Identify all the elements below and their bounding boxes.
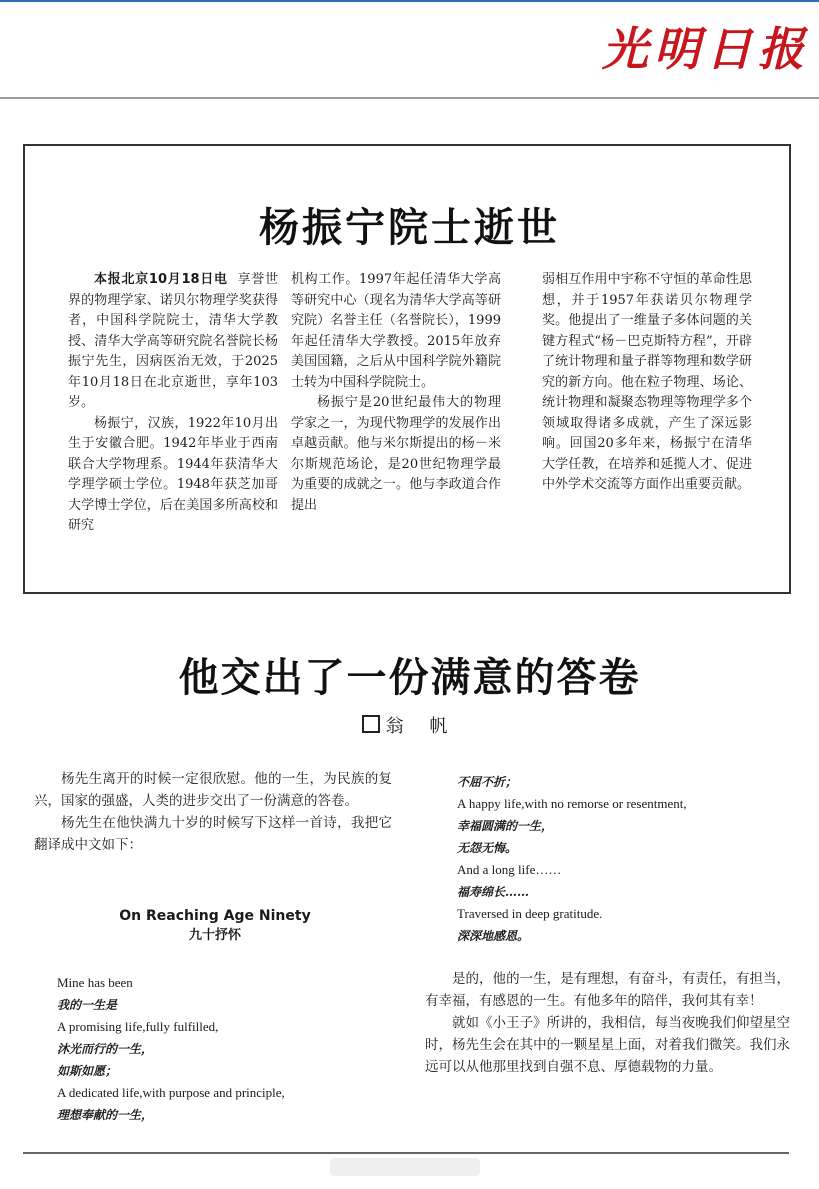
masthead-divider <box>0 97 819 99</box>
essay-right-text <box>425 968 790 1078</box>
poem-left <box>57 972 285 1126</box>
essay-paragraph: 杨先生在他快满九十岁的时候写下这样一首诗，我把它翻译成中文如下： <box>34 815 392 853</box>
obituary-column-1 <box>68 270 278 537</box>
poem-title-chinese: 九十抒怀 <box>188 928 241 943</box>
poem-line: 理想奉献的一生， <box>57 1108 154 1122</box>
poem-line: A dedicated life,with purpose and principle, <box>57 1085 285 1100</box>
poem-line: Traversed in deep gratitude. <box>457 906 603 921</box>
newspaper-masthead: 光明日报 <box>602 22 810 76</box>
obituary-headline: 杨振宁院士逝世 <box>259 205 560 251</box>
poem-line: A promising life,fully fulfilled, <box>57 1019 219 1034</box>
poem-line: Mine has been <box>57 975 133 990</box>
essay-headline: 他交出了一份满意的答卷 <box>178 655 641 701</box>
poem-line: And a long life…… <box>457 862 562 877</box>
author-name: 翁 帆 <box>385 716 458 737</box>
obituary-column-2 <box>291 270 501 516</box>
dateline: 本报北京10月18日电 <box>94 272 228 287</box>
poem-line: A happy life,with no remorse or resentment, <box>457 796 687 811</box>
poem-title <box>70 906 360 946</box>
poem-title-english: On Reaching Age Ninety <box>119 908 311 924</box>
essay-paragraph: 是的，他的一生，是有理想，有奋斗，有责任，有担当，有幸福，有感恩的一生。有他多年的陪伴，我何其有幸！ <box>425 971 790 1009</box>
obituary-column-3 <box>542 270 752 496</box>
obituary-paragraph: 杨振宁，汉族，1922年10月出生于安徽合肥。1942年毕业于西南联合大学物理系。1944年获清华大学理学硕士学位。1948年获芝加哥大学博士学位，后在美国多所高校和研究 <box>68 415 278 533</box>
top-accent-line <box>0 0 819 2</box>
essay-paragraph: 就如《小王子》所讲的，我相信，每当夜晚我们仰望星空时，杨先生会在其中的一颗星星上面，对着我们微笑。我们永远可以从他那里找到自强不息、厚德载物的力量。 <box>425 1015 790 1075</box>
obituary-paragraph: 弱相互作用中宇称不守恒的革命性思想，并于1957年获诺贝尔物理学奖。他提出了一维量子多体问题的关键方程式“杨－巴克斯特方程”，开辟了统计物理和量子群等物理和数学研究的新方向。他在粒子物理、场论、统计物理和凝聚态物理等物理学多个领域取得诸多成就，产生了深远影响。回国20多年来，杨振宁在清华大学任教，在培养和延揽人才、促进中外学术交流等方面作出重要贡献。 <box>542 272 752 492</box>
essay-byline <box>0 712 819 738</box>
essay-paragraph: 杨先生离开的时候一定很欣慰。他的一生，为民族的复兴，国家的强盛，人类的进步交出了一份满意的答卷。 <box>34 771 392 809</box>
bottom-divider <box>23 1152 789 1154</box>
poem-line: 深深地感恩。 <box>457 929 530 943</box>
watermark-bar <box>330 1158 480 1176</box>
obituary-paragraph: 享誉世界的物理学家、诺贝尔物理学奖获得者，中国科学院院士，清华大学教授、清华大学高等研究院名誉院长杨振宁先生，因病医治无效，于2025年10月18日在北京逝世，享年103岁。 <box>68 272 278 410</box>
obituary-paragraph: 杨振宁是20世纪最伟大的物理学家之一，为现代物理学的发展作出卓越贡献。他与米尔斯提出的杨－米尔斯规范场论，是20世纪物理学最为重要的成就之一。他与李政道合作提出 <box>291 395 501 513</box>
poem-line: 福寿绵长…… <box>457 885 530 899</box>
essay-left-text <box>34 768 392 856</box>
poem-line: 沐光而行的一生， <box>57 1042 154 1056</box>
poem-line: 我的一生是 <box>57 998 118 1012</box>
poem-right <box>457 771 687 947</box>
square-marker-icon <box>362 715 380 733</box>
poem-line: 如斯如愿； <box>57 1064 118 1078</box>
poem-line: 无怨无悔。 <box>457 841 518 855</box>
poem-line: 幸福圆满的一生， <box>457 819 554 833</box>
obituary-paragraph: 机构工作。1997年起任清华大学高等研究中心（现名为清华大学高等研究院）名誉主任（名誉院长），1999年起任清华大学教授。2015年放弃美国国籍，之后从中国科学院外籍院士转为中国科学院院士。 <box>291 272 501 390</box>
poem-line: 不屈不折； <box>457 775 518 789</box>
